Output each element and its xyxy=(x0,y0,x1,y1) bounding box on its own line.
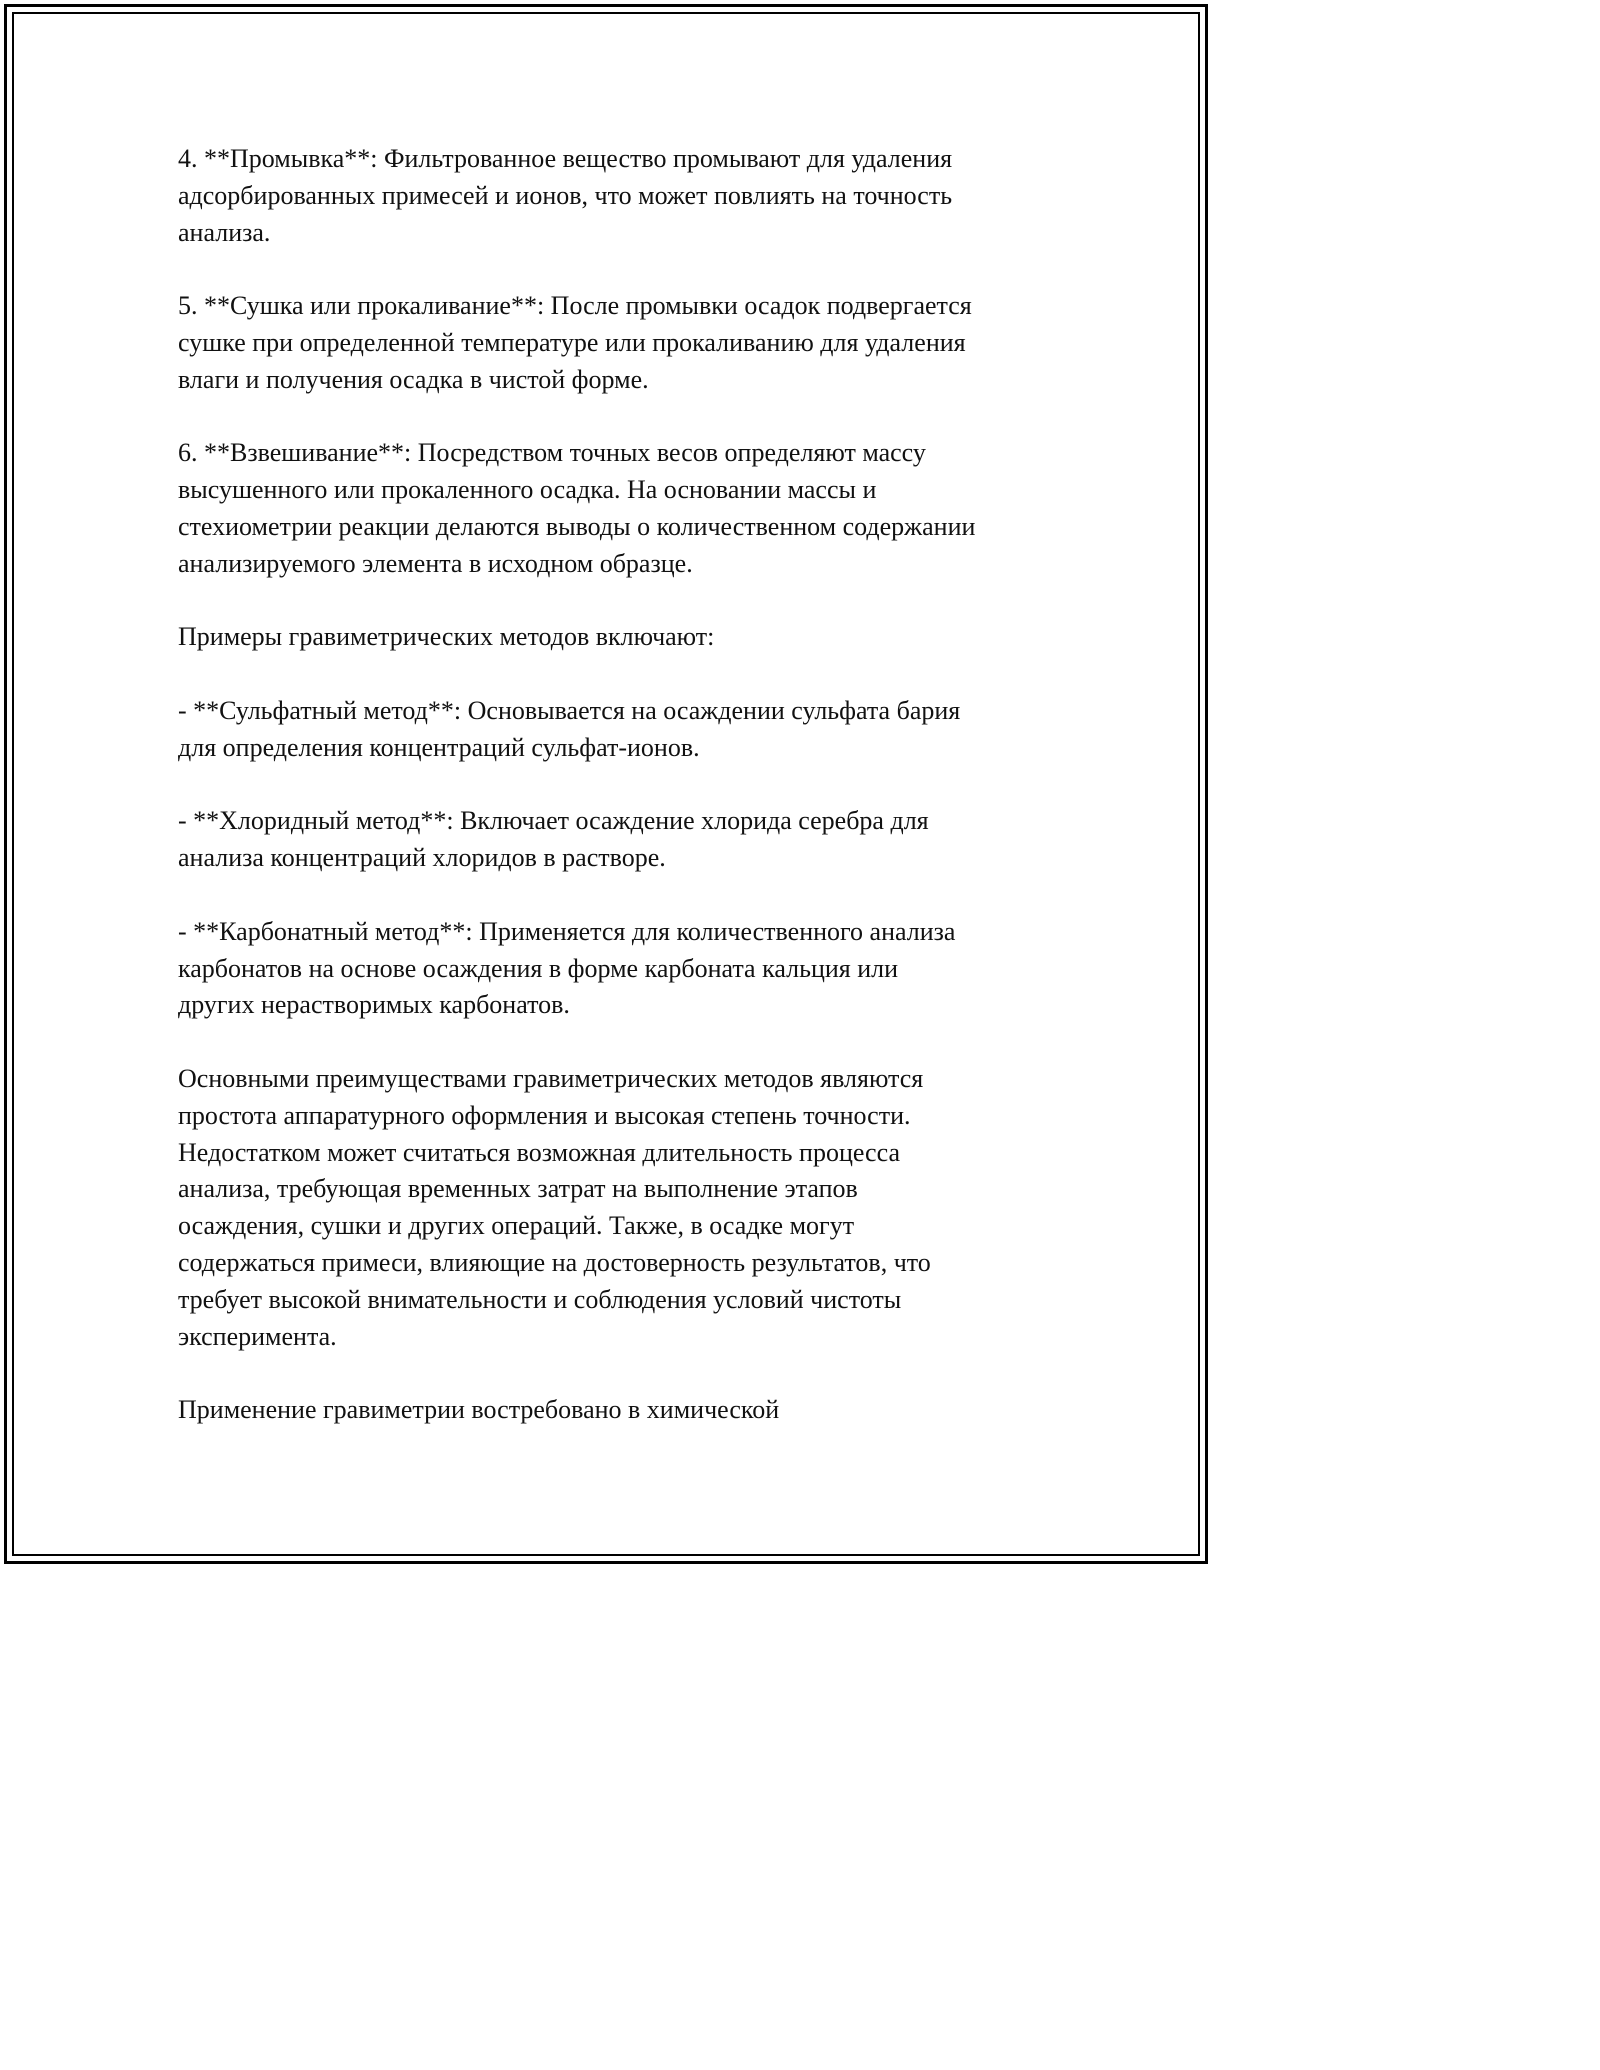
paragraph-step-4-washing xyxy=(178,141,1058,251)
list-item-sulfate-method xyxy=(178,693,1058,767)
paragraph-examples-intro xyxy=(178,619,1058,656)
text-line: адсорбированных примесей и ионов, что может повлиять на точность xyxy=(178,180,953,210)
text-line: Примеры гравиметрических методов включают: xyxy=(178,622,715,652)
text-line: других нерастворимых карбонатов. xyxy=(178,990,570,1020)
document-body xyxy=(178,141,1058,1466)
text-line: Основными преимуществами гравиметрических методов являются xyxy=(178,1063,924,1093)
text-line: сушке при определенной температуре или прокаливанию для удаления xyxy=(178,327,966,357)
text-line: карбонатов на основе осаждения в форме карбоната кальция или xyxy=(178,953,899,983)
text-line: простота аппаратурного оформления и высокая степень точности. xyxy=(178,1100,911,1130)
text-line: Недостатком может считаться возможная длительность процесса xyxy=(178,1137,900,1167)
text-line: - **Сульфатный метод**: Основывается на осаждении сульфата бария xyxy=(178,695,961,725)
list-item-chloride-method xyxy=(178,803,1058,877)
text-line: 6. **Взвешивание**: Посредством точных весов определяют массу xyxy=(178,438,926,468)
text-line: требует высокой внимательности и соблюдения условий чистоты xyxy=(178,1284,902,1314)
text-line: анализируемого элемента в исходном образце. xyxy=(178,548,693,578)
text-line: - **Карбонатный метод**: Применяется для количественного анализа xyxy=(178,916,956,946)
text-line: для определения концентраций сульфат-ионов. xyxy=(178,732,700,762)
text-line: влаги и получения осадка в чистой форме. xyxy=(178,364,649,394)
text-line: 4. **Промывка**: Фильтрованное вещество промывают для удаления xyxy=(178,144,953,173)
list-item-carbonate-method xyxy=(178,914,1058,1024)
text-line: анализа. xyxy=(178,217,271,247)
paragraph-advantages xyxy=(178,1061,1058,1355)
text-line: содержаться примеси, влияющие на достоверность результатов, что xyxy=(178,1247,931,1277)
text-line: Применение гравиметрии востребовано в химической xyxy=(178,1395,780,1425)
text-line: - **Хлоридный метод**: Включает осаждение хлорида серебра для xyxy=(178,806,929,836)
paragraph-step-6-weighing xyxy=(178,435,1058,582)
text-line: эксперимента. xyxy=(178,1321,337,1351)
text-line: осаждения, сушки и других операций. Также, в осадке могут xyxy=(178,1211,855,1241)
text-line: высушенного или прокаленного осадка. На основании массы и xyxy=(178,475,877,505)
paragraph-application xyxy=(178,1392,1058,1429)
text-line: анализа, требующая временных затрат на выполнение этапов xyxy=(178,1174,858,1204)
text-line: стехиометрии реакции делаются выводы о количественном содержании xyxy=(178,511,976,541)
text-line: 5. **Сушка или прокаливание**: После промывки осадок подвергается xyxy=(178,291,972,321)
text-line: анализа концентраций хлоридов в растворе. xyxy=(178,843,666,873)
paragraph-step-5-drying xyxy=(178,288,1058,398)
